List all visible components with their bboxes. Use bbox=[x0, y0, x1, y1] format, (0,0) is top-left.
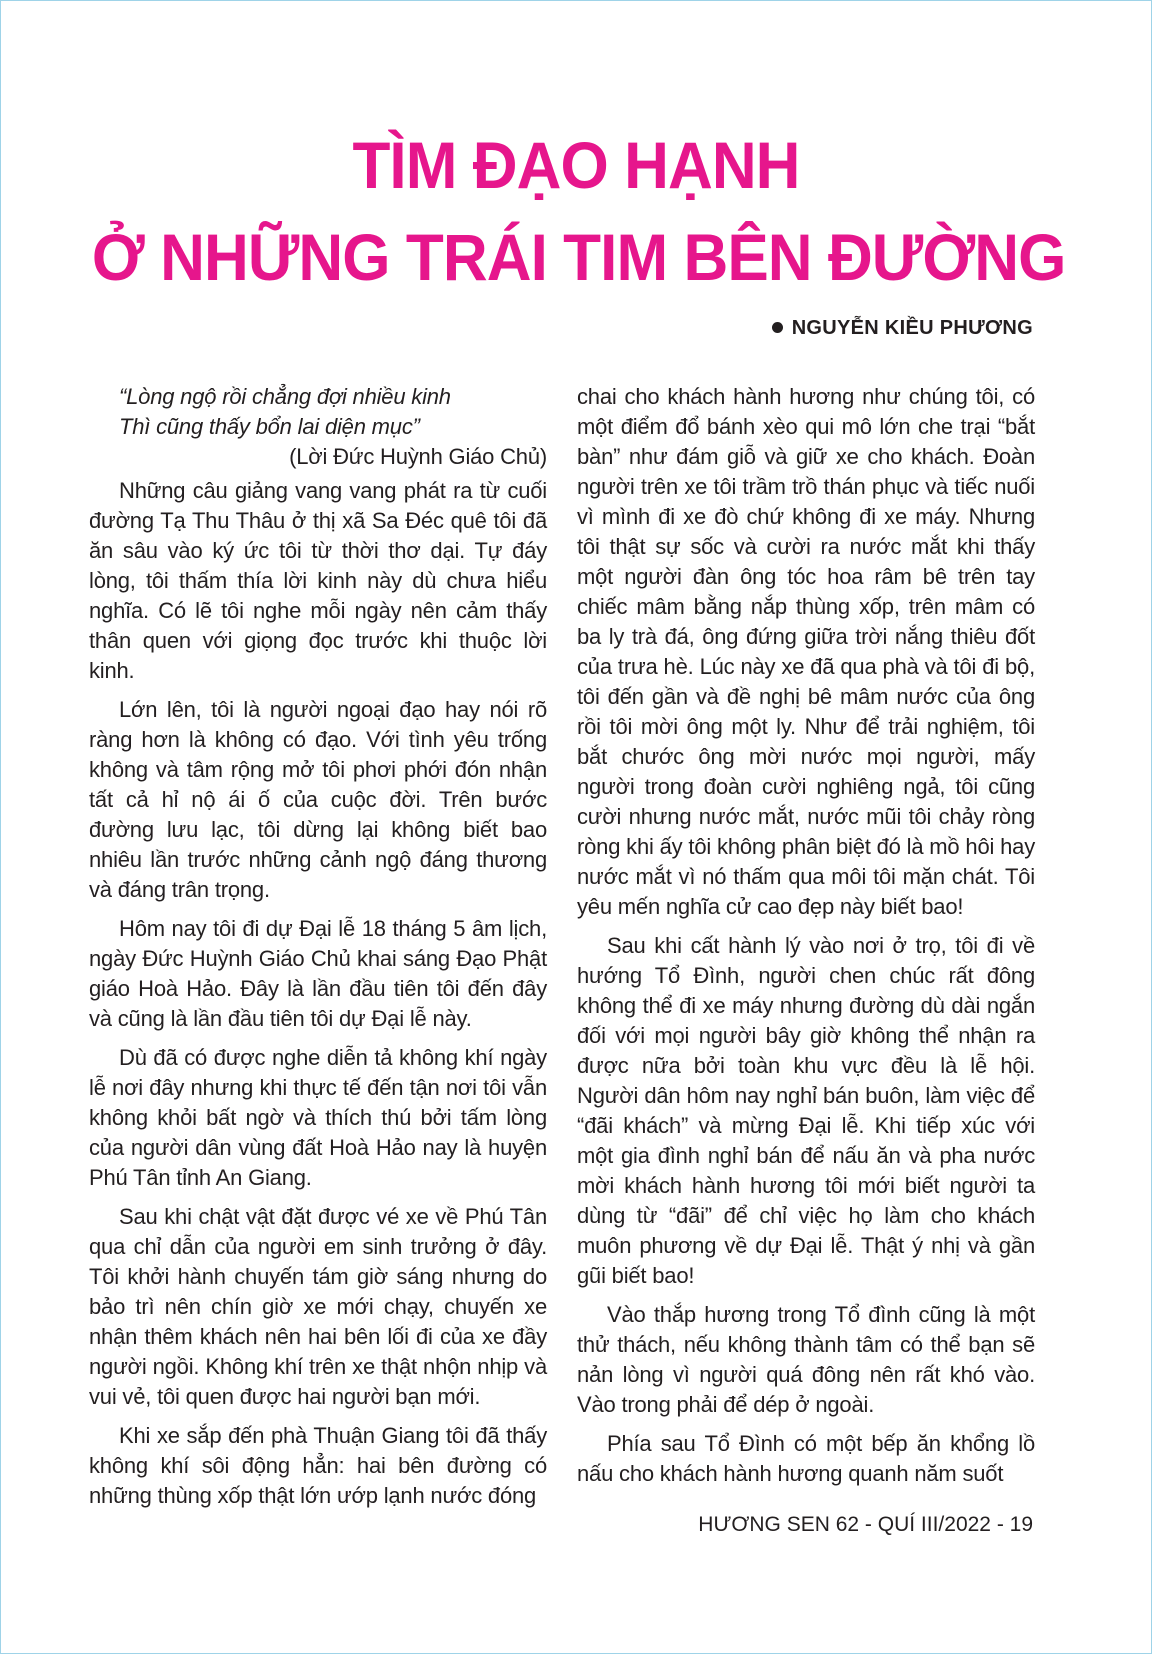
paragraph: Dù đã có được nghe diễn tả không khí ngày lễ nơi đây nhưng khi thực tế đến tận nơi tôi vẫn không khỏi bất ngờ và thích thú bởi tấm lòng của người dân vùng đất Hoà Hảo nay là huyện Phú Tân tỉnh An Giang. bbox=[89, 1045, 547, 1190]
author-name: NGUYỄN KIỀU PHƯƠNG bbox=[791, 317, 1033, 339]
paragraph: Vào thắp hương trong Tổ đình cũng là một thử thách, nếu không thành tâm có thể bạn sẽ nản lòng vì người quá đông nên rất khó vào. Vào trong phải để dép ở ngoài. bbox=[577, 1302, 1035, 1417]
title-line-1: TÌM ĐẠO HẠNH bbox=[352, 128, 800, 202]
author-byline bbox=[772, 317, 1033, 340]
paragraph-continued: chai cho khách hành hương như chúng tôi, có một điểm đổ bánh xèo qui mô lớn che trại “bắt bàn” như đám giỗ và giữ xe cho khách. Đoàn người trên xe tôi trầm trồ thán phục và tiếc nuối vì mình đi xe đò chứ không đi xe máy. Nhưng tôi thật sự sốc và cười ra nước mắt khi thấy một người đàn ông tóc hoa râm bê trên tay chiếc mâm bằng nắp thùng xốp, trên mâm có ba ly trà đá, ông đứng giữa trời nắng thiêu đốt của trưa hè. Lúc này xe đã qua phà và tôi đi bộ, tôi đến gần và đề nghị bê mâm nước của ông rồi tôi mời ông một ly. Như để trải nghiệm, tôi bắt chước ông mời nước mọi người, mấy người trong đoàn cười nghiêng ngả, tôi cũng cười nhưng nước mắt, nước mũi tôi chảy ròng ròng khi ấy tôi không phân biệt đó là mồ hôi hay nước mắt vì nó thấm qua môi tôi mặn chát. Tôi yêu mến nghĩa cử cao đẹp này biết bao! bbox=[577, 384, 1035, 919]
paragraph: Sau khi chật vật đặt được vé xe về Phú Tân qua chỉ dẫn của người em sinh trưởng ở đây. Tôi khởi hành chuyến tám giờ sáng nhưng do bảo trì nên chín giờ xe mới chạy, chuyến xe nhận thêm khách nên hai bên lối đi của xe đầy người ngồi. Không khí trên xe thật nhộn nhịp và vui vẻ, tôi quen được hai người bạn mới. bbox=[89, 1204, 547, 1409]
paragraph: Sau khi cất hành lý vào nơi ở trọ, tôi đi về hướng Tổ Đình, người chen chúc rất đông không thể đi xe máy nhưng đường dù dài ngắn đối với mọi người bây giờ không thể nhận ra được nữa bởi toàn khu vực đều là lễ hội. Người dân hôm nay nghỉ bán buôn, làm việc để “đãi khách” và mừng Đại lễ. Khi tiếp xúc với một gia đình nghỉ bán để nấu ăn và pha nước mời khách hành hương tôi mới biết người ta dùng từ “đãi” để chỉ việc họ làm cho khách muôn phương về dự Đại lễ. Thật ý nhị và gần gũi biết bao! bbox=[577, 933, 1035, 1288]
paragraph: Những câu giảng vang vang phát ra từ cuối đường Tạ Thu Thâu ở thị xã Sa Đéc quê tôi đã ăn sâu vào ký ức tôi từ thời thơ dại. Tự đáy lòng, tôi thấm thía lời kinh này dù chưa hiểu nghĩa. Có lẽ tôi nghe mỗi ngày nên cảm thấy thân quen với giọng đọc trước khi thuộc lời kinh. bbox=[89, 478, 547, 683]
title-line-2: Ở NHỮNG TRÁI TIM BÊN ĐƯỜNG bbox=[91, 220, 1066, 294]
epigraph-attribution: (Lời Đức Huỳnh Giáo Chủ) bbox=[289, 444, 547, 469]
bullet-icon bbox=[772, 322, 783, 333]
paragraph: Phía sau Tổ Đình có một bếp ăn khổng lồ nấu cho khách hành hương quanh năm suốt bbox=[577, 1431, 1035, 1486]
paragraph: Lớn lên, tôi là người ngoại đạo hay nói rõ ràng hơn là không có đạo. Với tình yêu trống không và tâm rộng mở tôi phơi phới đón nhận tất cả hỉ nộ ái ố của cuộc đời. Trên bước đường lưu lạc, tôi dừng lại không biết bao nhiêu lần trước những cảnh ngộ đáng thương và đáng trân trọng. bbox=[89, 697, 547, 902]
paragraph: Hôm nay tôi đi dự Đại lễ 18 tháng 5 âm lịch, ngày Đức Huỳnh Giáo Chủ khai sáng Đạo Phật giáo Hoà Hảo. Đây là lần đầu tiên tôi đến đây và cũng là lần đầu tiên tôi dự Đại lễ này. bbox=[89, 916, 547, 1031]
right-column bbox=[577, 382, 1035, 1498]
paragraph: Khi xe sắp đến phà Thuận Giang tôi đã thấy không khí sôi động hẳn: hai bên đường có những thùng xốp thật lớn ướp lạnh nước đóng bbox=[89, 1423, 547, 1508]
epigraph-line-2: Thì cũng thấy bổn lai diện mục” bbox=[119, 414, 420, 439]
epigraph-line-1: “Lòng ngộ rồi chẳng đợi nhiều kinh bbox=[119, 384, 451, 409]
epigraph bbox=[119, 382, 547, 442]
article-title bbox=[91, 119, 1066, 303]
left-column bbox=[89, 382, 547, 1520]
page-footer: HƯƠNG SEN 62 - QUÍ III/2022 - 19 bbox=[698, 1513, 1033, 1536]
